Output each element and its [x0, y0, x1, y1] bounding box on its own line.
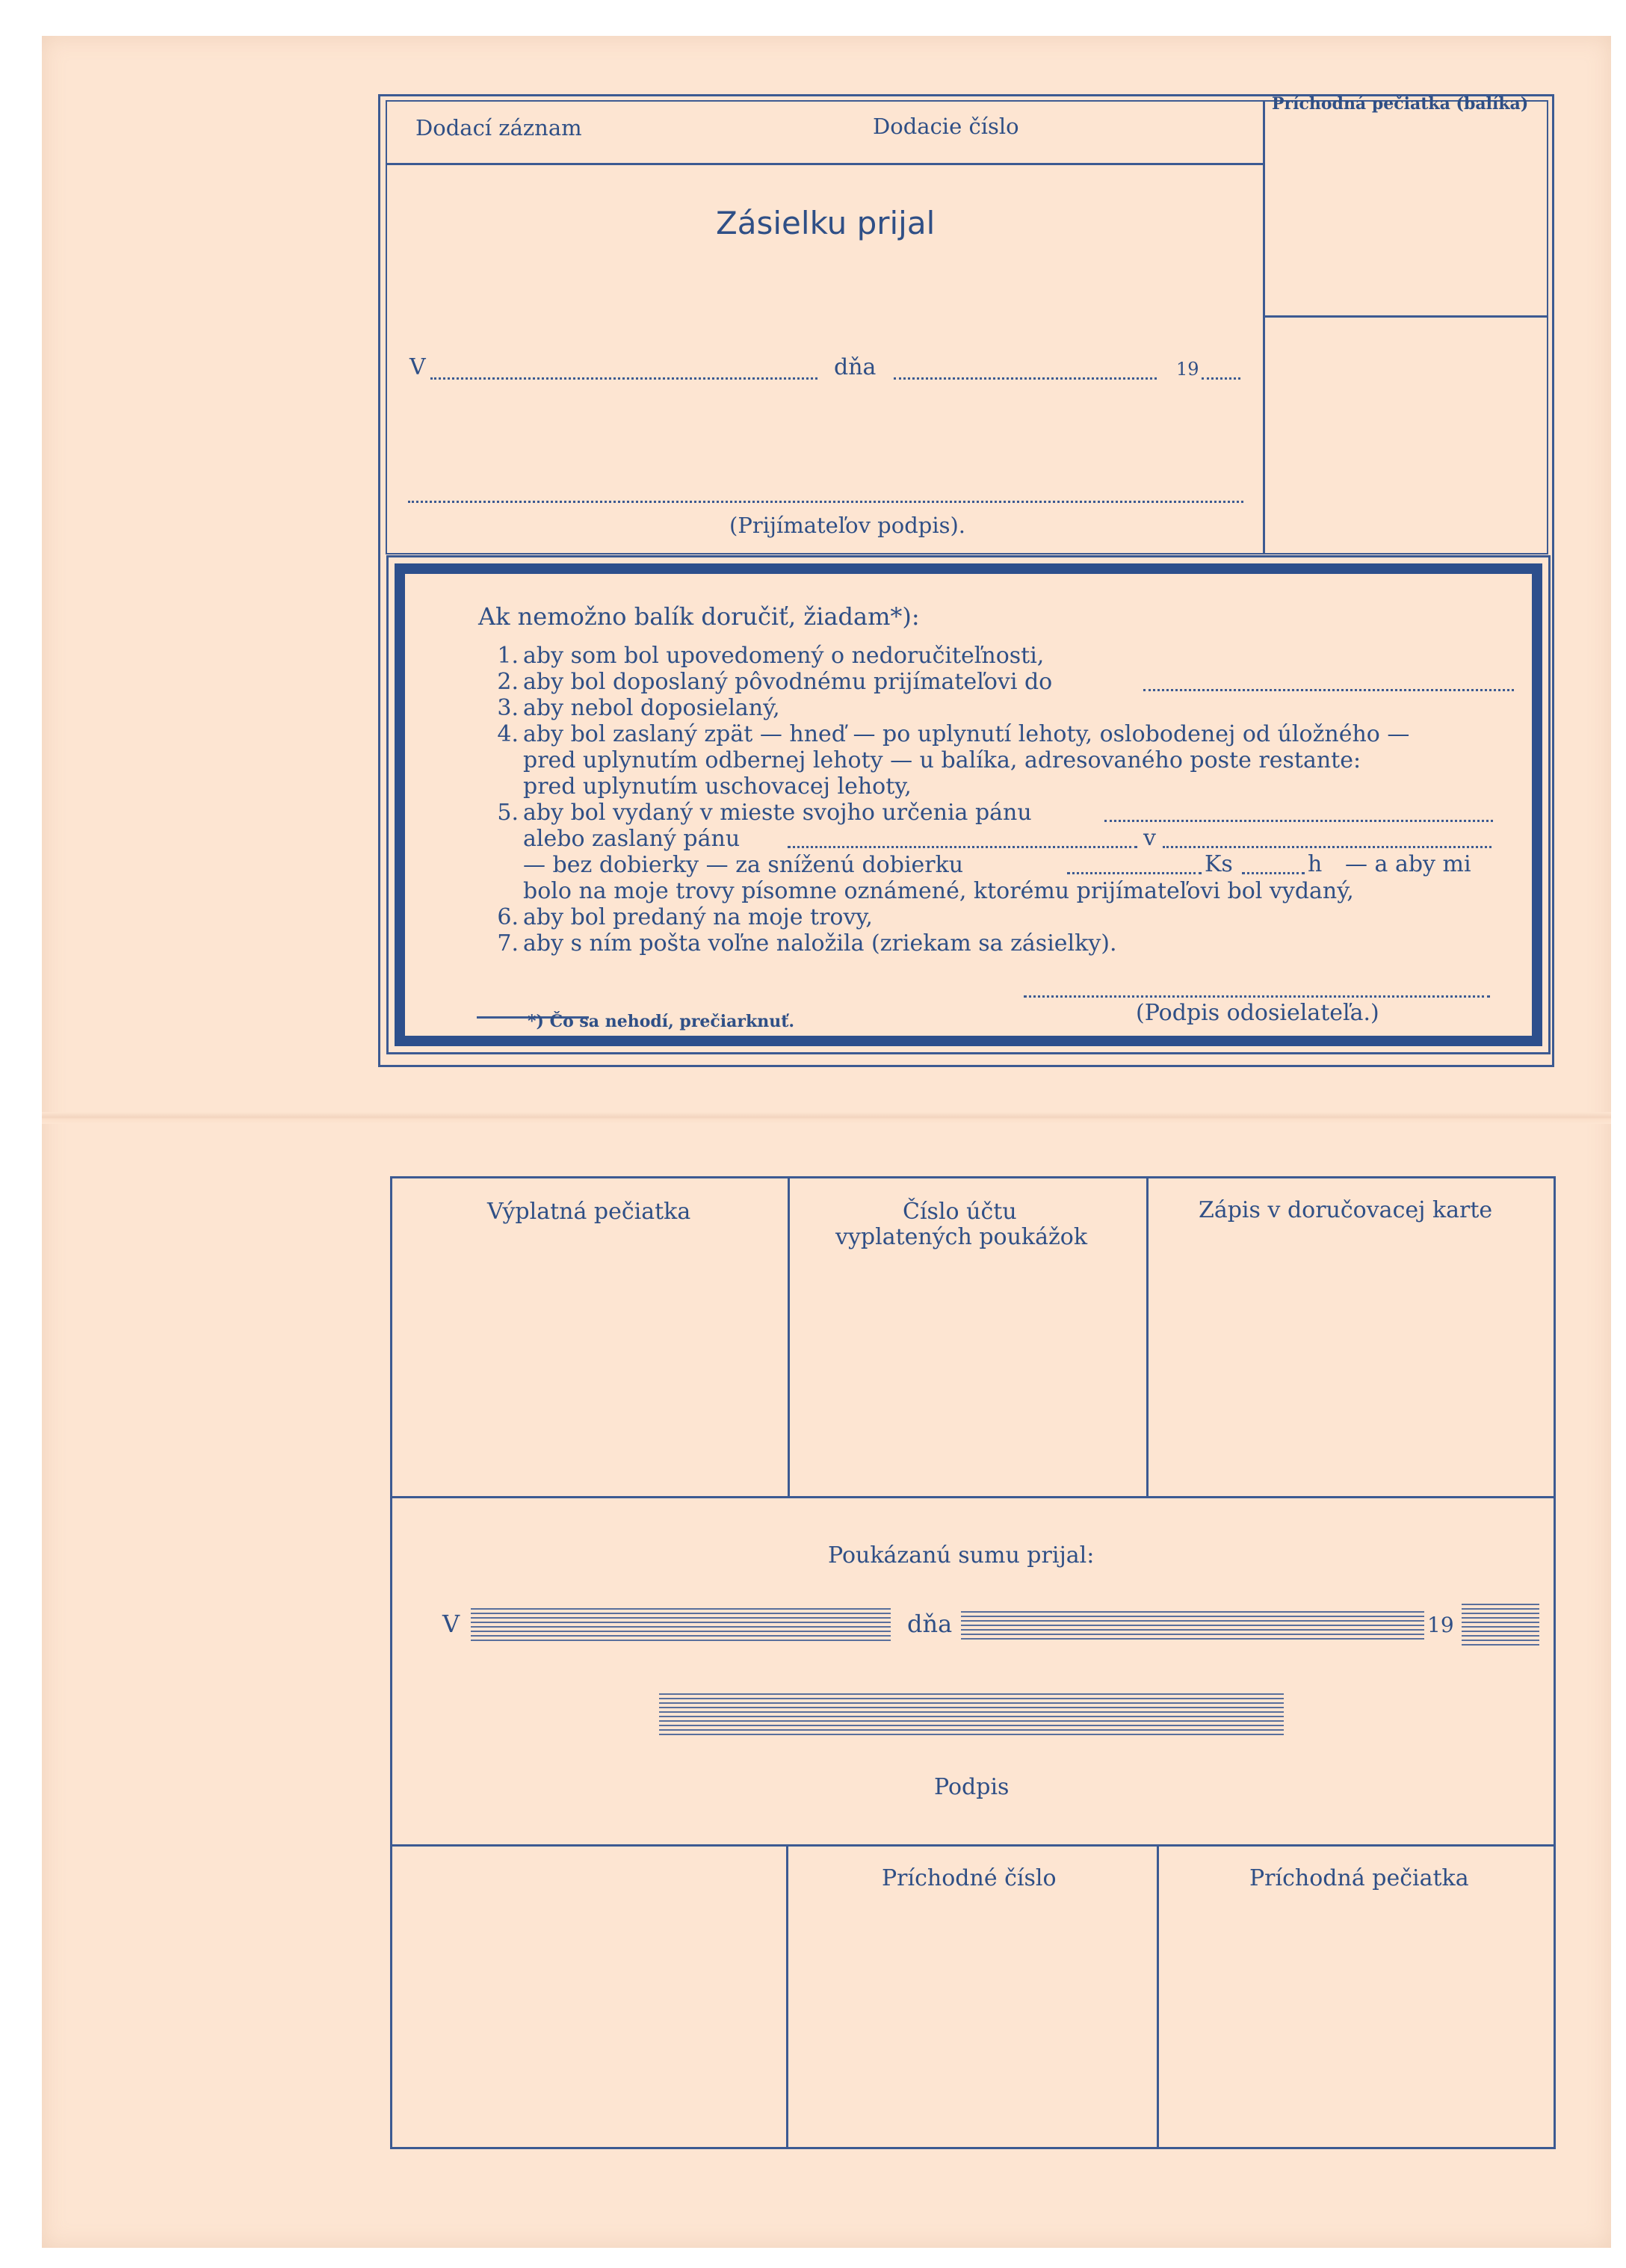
top-row-divider-2	[1146, 1176, 1149, 1498]
date-label-bottom: dňa	[907, 1610, 953, 1638]
instructions-heading: Ak nemožno balík doručiť, žiadam*):	[478, 602, 920, 631]
list-item	[497, 695, 1409, 721]
amount-received-label: Poukázanú sumu prijal:	[828, 1542, 1095, 1569]
delivery-record-label: Dodací záznam	[415, 115, 582, 140]
item-text: aby bol zaslaný zpät — hneď — po uplynutí lehoty, oslobodenej od úložného —	[523, 721, 1410, 747]
item-text: bolo na moje trovy písomne oznámené, ktorému prijímateľovi bol vydaný,	[523, 878, 1354, 904]
item-number: 4.	[497, 721, 519, 747]
signature-label-bottom: Podpis	[934, 1774, 1010, 1800]
bottom-outer-frame	[390, 1176, 1556, 2149]
item-text: — bez dobierky — za sníženú dobierku	[523, 852, 964, 878]
delivery-number-label: Dodacie číslo	[873, 114, 1019, 139]
date-field-bottom[interactable]	[961, 1611, 1424, 1640]
footnote: *) Čo sa nehodí, prečiarknuť.	[528, 1012, 795, 1031]
item-text: aby bol predaný na moje trovy,	[523, 904, 873, 930]
year-prefix-bottom: 19	[1427, 1613, 1454, 1637]
received-title: Zásielku prijal	[716, 205, 936, 241]
bottom-top-row-rule	[390, 1496, 1556, 1498]
tail-text: — a aby mi	[1345, 851, 1471, 877]
place-field[interactable]	[430, 377, 817, 380]
alternate-place-field[interactable]	[1163, 846, 1491, 848]
stamp-box-rule	[1263, 315, 1548, 318]
sender-signature-caption: (Podpis odosielateľa.)	[1136, 1000, 1379, 1026]
item-number: 1.	[497, 643, 519, 669]
payment-stamp-label: Výplatná pečiatka	[487, 1199, 691, 1225]
sender-signature-field[interactable]	[1024, 995, 1490, 998]
year-field-bottom[interactable]	[1462, 1604, 1539, 1646]
arrival-stamp-label-bottom: Príchodná pečiatka	[1249, 1865, 1469, 1891]
recipient-name-field[interactable]	[1104, 820, 1493, 822]
item-text: pred uplynutím odbernej lehoty — u balíka, adresovaného poste restante:	[523, 747, 1361, 773]
ks-label: Ks	[1205, 851, 1233, 877]
list-item	[497, 930, 1409, 957]
list-item	[497, 643, 1409, 669]
place-prefix-bottom: V	[442, 1610, 460, 1638]
list-item	[523, 747, 1409, 773]
arrival-number-label: Príchodné číslo	[882, 1865, 1057, 1891]
date-label: dňa	[834, 354, 877, 380]
header-rule	[386, 163, 1263, 165]
h-amount-field[interactable]	[1242, 872, 1305, 874]
item-text: aby som bol upovedomený o nedoručiteľnosti,	[523, 643, 1045, 669]
year-prefix: 19	[1176, 359, 1199, 380]
signature-field-bottom[interactable]	[659, 1693, 1284, 1738]
delivery-card-entry-label: Zápis v doručovacej karte	[1199, 1197, 1493, 1223]
h-label: h	[1308, 851, 1323, 877]
item-number: 5.	[497, 800, 519, 826]
recipient-signature-field[interactable]	[408, 501, 1243, 503]
top-row-divider-1	[788, 1176, 790, 1498]
account-number-label-line1: Číslo účtu	[903, 1199, 1017, 1225]
stamp-column-divider	[1263, 100, 1265, 554]
list-item	[523, 773, 1409, 800]
item-number: 7.	[497, 930, 519, 957]
item-text: pred uplynutím uschovacej lehoty,	[523, 773, 912, 800]
reduced-cod-field[interactable]	[1067, 872, 1202, 874]
recipient-signature-caption: (Prijímateľov podpis).	[729, 513, 966, 538]
year-field[interactable]	[1202, 377, 1240, 380]
item-text: aby bol doposlaný pôvodnému prijímateľovi do	[523, 669, 1053, 695]
item-number: 6.	[497, 904, 519, 930]
item-text: aby nebol doposielaný,	[523, 695, 780, 721]
place-prefix: V	[409, 354, 426, 380]
list-item	[497, 721, 1410, 747]
alternate-recipient-field[interactable]	[788, 846, 1137, 848]
bottom-row-divider-1	[786, 1844, 788, 2149]
item-text: aby s ním pošta voľne naložila (zriekam sa zásielky).	[523, 930, 1117, 957]
list-item	[497, 904, 1409, 930]
fold-crease	[42, 1112, 1611, 1124]
item-number: 2.	[497, 669, 519, 695]
top-inner-frame	[386, 100, 1548, 554]
arrival-stamp-label: Príchodná pečiatka (balíka)	[1272, 94, 1529, 114]
list-item	[523, 878, 1409, 904]
place-field-bottom[interactable]	[471, 1608, 891, 1643]
in-label: v	[1143, 825, 1156, 851]
bottom-row-rule	[390, 1844, 1556, 1847]
forward-address-field[interactable]	[1143, 689, 1514, 691]
bottom-row-divider-2	[1157, 1844, 1159, 2149]
date-field[interactable]	[894, 377, 1157, 380]
item-text: alebo zaslaný pánu	[523, 826, 741, 852]
item-text: aby bol vydaný v mieste svojho určenia pánu	[523, 800, 1032, 826]
account-number-label-line2: vyplatených poukážok	[835, 1224, 1088, 1250]
item-number: 3.	[497, 695, 519, 721]
